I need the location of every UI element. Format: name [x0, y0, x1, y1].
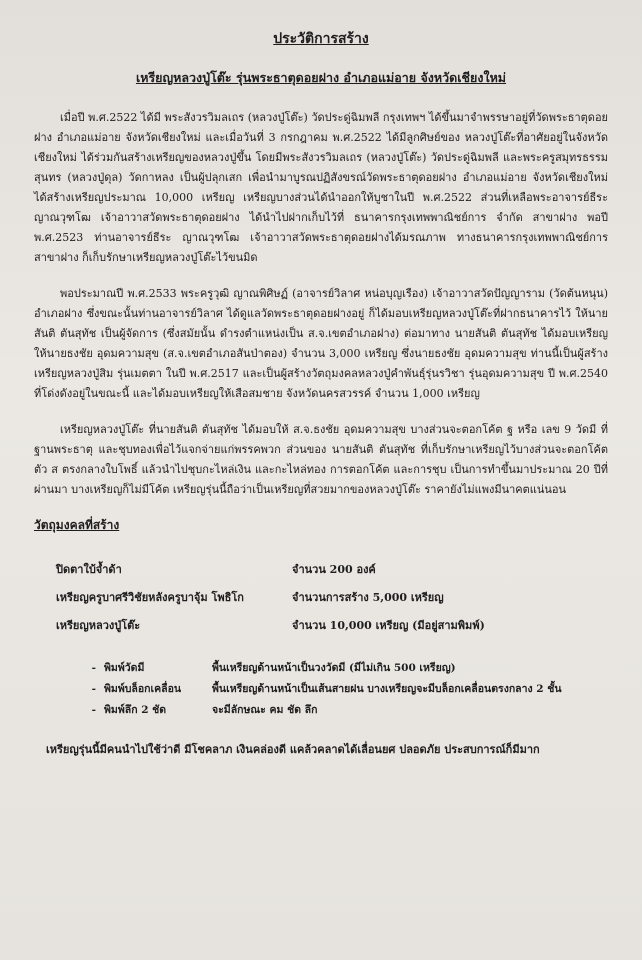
variant-row — [34, 680, 608, 699]
variant-description: จะมีลักษณะ คม ชัด ลึก — [212, 704, 318, 716]
coin-variant-list — [34, 659, 608, 720]
variant-name: พิมพ์วัดมี — [104, 662, 145, 674]
variant-row — [34, 701, 608, 720]
spec-label: เหรียญหลวงปู่โต๊ะ — [56, 619, 141, 632]
bullet-dash: - — [91, 704, 96, 716]
document-title: ประวัติการสร้าง — [273, 31, 369, 47]
variant-name: พิมพ์ลึก 2 ชัด — [104, 704, 167, 716]
variant-name: พิมพ์บล็อกเคลื่อน — [104, 683, 182, 695]
variant-description: พื้นเหรียญด้านหน้าเป็นวงวัดมี (มีไม่เกิน 500 เหรียญ) — [212, 662, 456, 674]
spec-row — [34, 583, 608, 611]
document-subtitle: เหรียญหลวงปู่โต๊ะ รุ่นพระธาตุดอยฝาง อำเภอแม่อาย จังหวัดเชียงใหม่ — [135, 70, 507, 85]
history-paragraph-3: เหรียญหลวงปู่โต๊ะ ที่นายสันติ ตันสุทัช ได้มอบให้ ส.จ.ธงชัย อุดมความสุข บางส่วนจะตอกโค้ต ฐ หรือ เลข 9 วัดมี ที่ฐานพระธาตุ และชุบทองเพื่อไว้แจกจ่ายแก่พรรคพวก ส่วนของ นายสันติ ตันสุทัช ที่เก็บรักษาเหรียญไว้บางส่วนจะตอกโค้ต ตัว ส ตรงกลางใบโพธิ์ แล้วนำไปชุบกะไหล่เงิน และกะไหล่ทอง การตอกโค้ต และการชุบ เป็นการทำขึ้นมาประมาณ 20 ปีที่ผ่านมา บางเหรียญก็ไม่มีโค้ต เหรียญรุ่นนี้ถือว่าเป็นเหรียญที่สวยมากของหลวงปู่โต๊ะ ราคายังไม่แพงมีนาคตแน่นอน — [34, 423, 608, 496]
section-title: วัตถุมงคลที่สร้าง — [34, 518, 120, 532]
history-paragraph-2: พอประมาณปี พ.ศ.2533 พระครูวุฒิ ญาณพิศิษฏ์ (อาจารย์วิลาศ หน่อบุญเรือง) เจ้าอาวาสวัดปัญญาราม (วัดต้นหนุน) อำเภอฝาง ซึ่งขณะนั้นท่านอาจารย์วิลาศ ได้ดูแลวัดพระธาตุดอยฝางอยู่ ก็ได้มอบเหรียญหลวงปู่โต๊ะที่ฝากธนาคารไว้ ให้นายสันติ ตันสุทัช เป็นผู้จัดการ (ซึ่งสมัยนั้น ดำรงตำแหน่งเป็น ส.จ.เขตอำเภอฝาง) ต่อมาทาง นายสันติ ตันสุทัช ได้มอบเหรียญให้นายธงชัย อุดมความสุข (ส.จ.เขตอำเภอสันป่าตอง) จำนวน 3,000 เหรียญ ซึ่งนายธงชัย อุดมความสุข ท่านนี้เป็นผู้สร้างเหรียญหลวงปู่สิม รุ่นเมตตา ในปี พ.ศ.2517 และเป็นผู้สร้างวัตถุมงคลหลวงปู่คำพันธ์ุรุ่นรวิชา รุ่นอุดมความสุข ปี พ.ศ.2540 ที่โด่งดังอยู่ในขณะนี้ และได้มอบเหรียญให้เสือสมชาย จังหวัดนครสวรรค์ จำนวน 1,000 เหรียญ — [34, 287, 608, 400]
spec-value: จำนวนการสร้าง 5,000 เหรียญ — [292, 591, 444, 604]
spec-row — [34, 555, 608, 583]
spec-row — [34, 611, 608, 639]
spec-label: ปิดตาใบ้จ้ำด้า — [56, 563, 122, 576]
variant-row — [34, 659, 608, 678]
closing-statement: เหรียญรุ่นนี้มีคนนำไปใช้ว่าดี มีโชคลาภ เงินคล่องดี แคล้วคลาดได้เลื่อนยศ ปลอดภัย ประสบการณ์ก็มีมาก — [46, 743, 540, 756]
spec-value: จำนวน 10,000 เหรียญ (มีอยู่สามพิมพ์) — [292, 619, 485, 632]
variant-description: พื้นเหรียญด้านหน้าเป็นเส้นสายฝน บางเหรียญจะมีบล็อกเคลื่อนตรงกลาง 2 ชั้น — [212, 683, 562, 695]
spec-value: จำนวน 200 องค์ — [292, 563, 376, 576]
spec-label: เหรียญครูบาศรีวิชัยหลังครูบาจุ้ม โพธิโก — [56, 591, 244, 604]
bullet-dash: - — [91, 662, 96, 674]
bullet-dash: - — [91, 683, 96, 695]
history-paragraph-1: เมื่อปี พ.ศ.2522 ได้มี พระสังวรวิมลเถร (หลวงปู่โต๊ะ) วัดประดู่ฉิมพลี กรุงเทพฯ ได้ขึ้นมาจำพรรษาอยู่ที่วัดพระธาตุดอยฝาง อำเภอแม่อาย จังหวัดเชียงใหม่ และเมื่อวันที่ 3 กรกฎาคม พ.ศ.2522 ได้มีลูกศิษย์ของ หลวงปู่โต๊ะที่อาศัยอยู่ในจังหวัดเชียงใหม่ ได้ร่วมกันสร้างเหรียญของหลวงปู่ขึ้น โดยมีพระสังวรวิมลเถร (หลวงปู่โต๊ะ) วัดประดู่ฉิมพลี และพระครูสมุทรธรรมสุนทร (หลวงปู่ดุล) วัดกาหลง เป็นผู้ปลุกเสก เพื่อนำมาบูรณปฏิสังขรณ์วัดพระธาตุดอยฝาง อำเภอแม่อาย จังหวัดเชียงใหม่ ได้สร้างเหรียญประมาณ 10,000 เหรียญ เหรียญบางส่วนได้นำออกให้บูชาในปี พ.ศ.2522 ส่วนที่เหลือพระอาจารย์ธีระ ญาณวุฑโฒ เจ้าอาวาสวัดพระธาตุดอยฝาง ได้นำไปฝากเก็บไว้ที่ ธนาคารกรุงเทพพาณิชย์การ จำกัด สาขาฝาง พอปี พ.ศ.2523 ท่านอาจารย์ธีระ ญาณวุฑโฒ เจ้าอาวาสวัดพระธาตุดอยฝางได้มรณภาพ ทางธนาคารกรุงเทพพาณิชย์การ สาขาฝาง ก็เก็บรักษาเหรียญหลวงปู่โต๊ะไว้ขนมิด — [34, 111, 608, 264]
amulet-spec-list — [34, 555, 608, 639]
